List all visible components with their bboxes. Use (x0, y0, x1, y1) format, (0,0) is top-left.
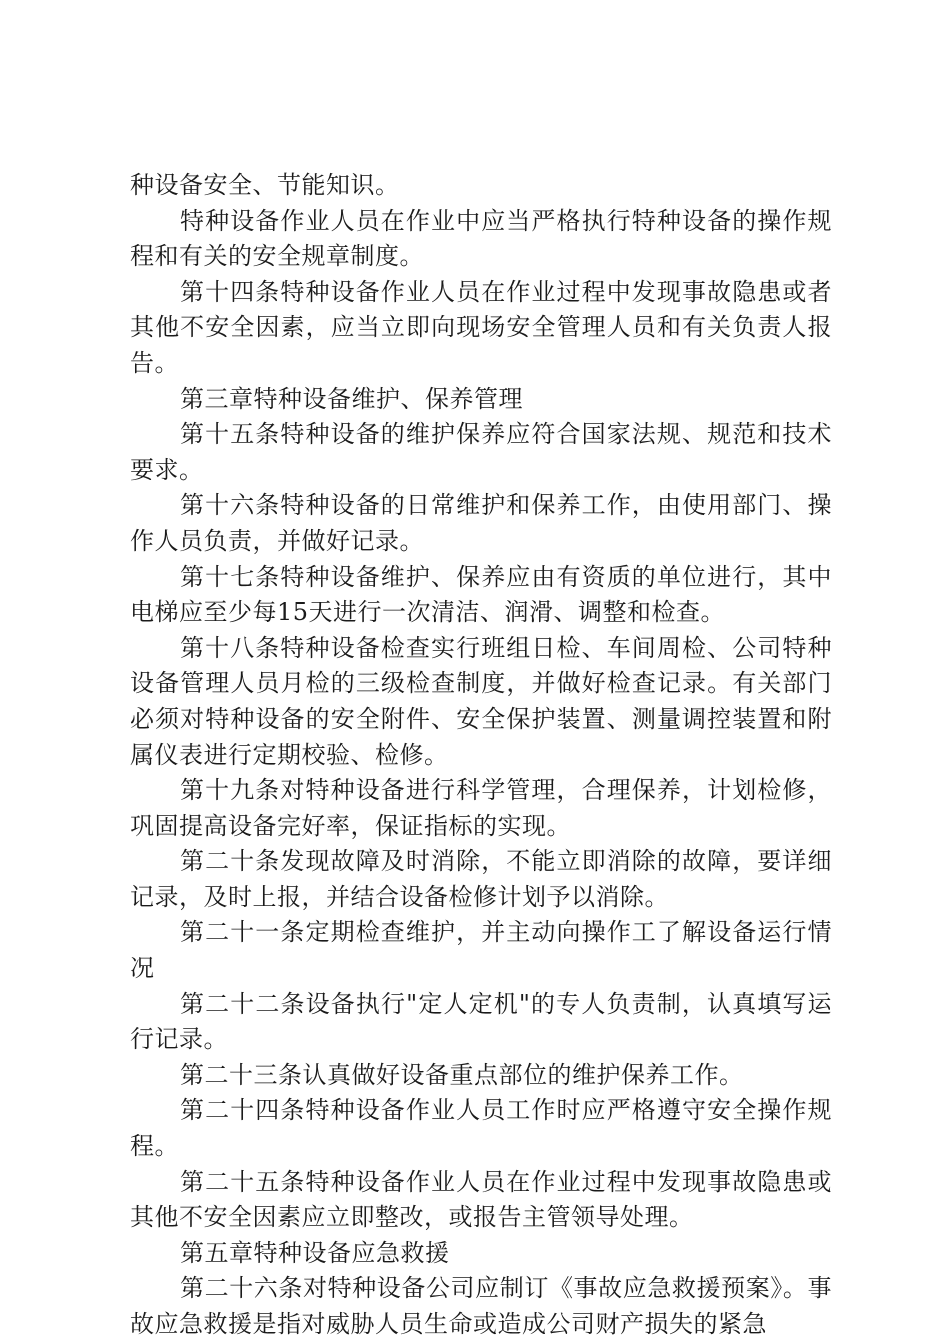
chapter-3-heading: 第三章特种设备维护、保养管理 (180, 384, 523, 413)
paragraph-article-26: 第二十六条对特种设备公司应制订《事故应急救援预案》。事故应急救援是指对威胁人员生命或造成公司财产损失的紧急 (130, 1274, 832, 1338)
paragraph-article-22: 第二十二条设备执行"定人定机"的专人负责制，认真填写运行记录。 (130, 989, 832, 1054)
paragraph-article-23: 第二十三条认真做好设备重点部位的维护保养工作。 (180, 1060, 744, 1089)
paragraph-article-17: 第十七条特种设备维护、保养应由有资质的单位进行，其中电梯应至少每15天进行一次清洁、润滑、调整和检查。 (130, 562, 832, 627)
paragraph-continuation: 种设备安全、节能知识。 (130, 171, 400, 199)
chapter-5-heading: 第五章特种设备应急救援 (180, 1238, 450, 1267)
paragraph-article-24: 第二十四条特种设备作业人员工作时应严格遵守安全操作规程。 (130, 1096, 832, 1161)
paragraph-article-14: 第十四条特种设备作业人员在作业过程中发现事故隐患或者其他不安全因素，应当立即向现场安全管理人员和有关负责人报告。 (130, 277, 832, 377)
paragraph-article-15: 第十五条特种设备的维护保养应符合国家法规、规范和技术要求。 (130, 420, 832, 484)
document-body (130, 168, 832, 1343)
paragraph-article-20: 第二十条发现故障及时消除，不能立即消除的故障，要详细记录，及时上报，并结合设备检修计划予以消除。 (130, 847, 832, 911)
paragraph-article-16: 第十六条特种设备的日常维护和保养工作，由使用部门、操作人员负责，并做好记录。 (130, 491, 832, 555)
paragraph-operation-rules: 特种设备作业人员在作业中应当严格执行特种设备的操作规程和有关的安全规章制度。 (130, 206, 832, 271)
paragraph-article-18: 第十八条特种设备检查实行班组日检、车间周检、公司特种设备管理人员月检的三级检查制度，并做好检查记录。有关部门必须对特种设备的安全附件、安全保护装置、测量调控装置和附属仪表进行定期校验、检修。 (130, 633, 832, 769)
paragraph-article-25: 第二十五条特种设备作业人员在作业过程中发现事故隐患或其他不安全因素应立即整改，或报告主管领导处理。 (130, 1167, 832, 1232)
paragraph-article-19: 第十九条对特种设备进行科学管理，合理保养，计划检修，巩固提高设备完好率，保证指标的实现。 (130, 776, 832, 840)
paragraph-article-21: 第二十一条定期检查维护，并主动向操作工了解设备运行情况 (130, 918, 832, 983)
